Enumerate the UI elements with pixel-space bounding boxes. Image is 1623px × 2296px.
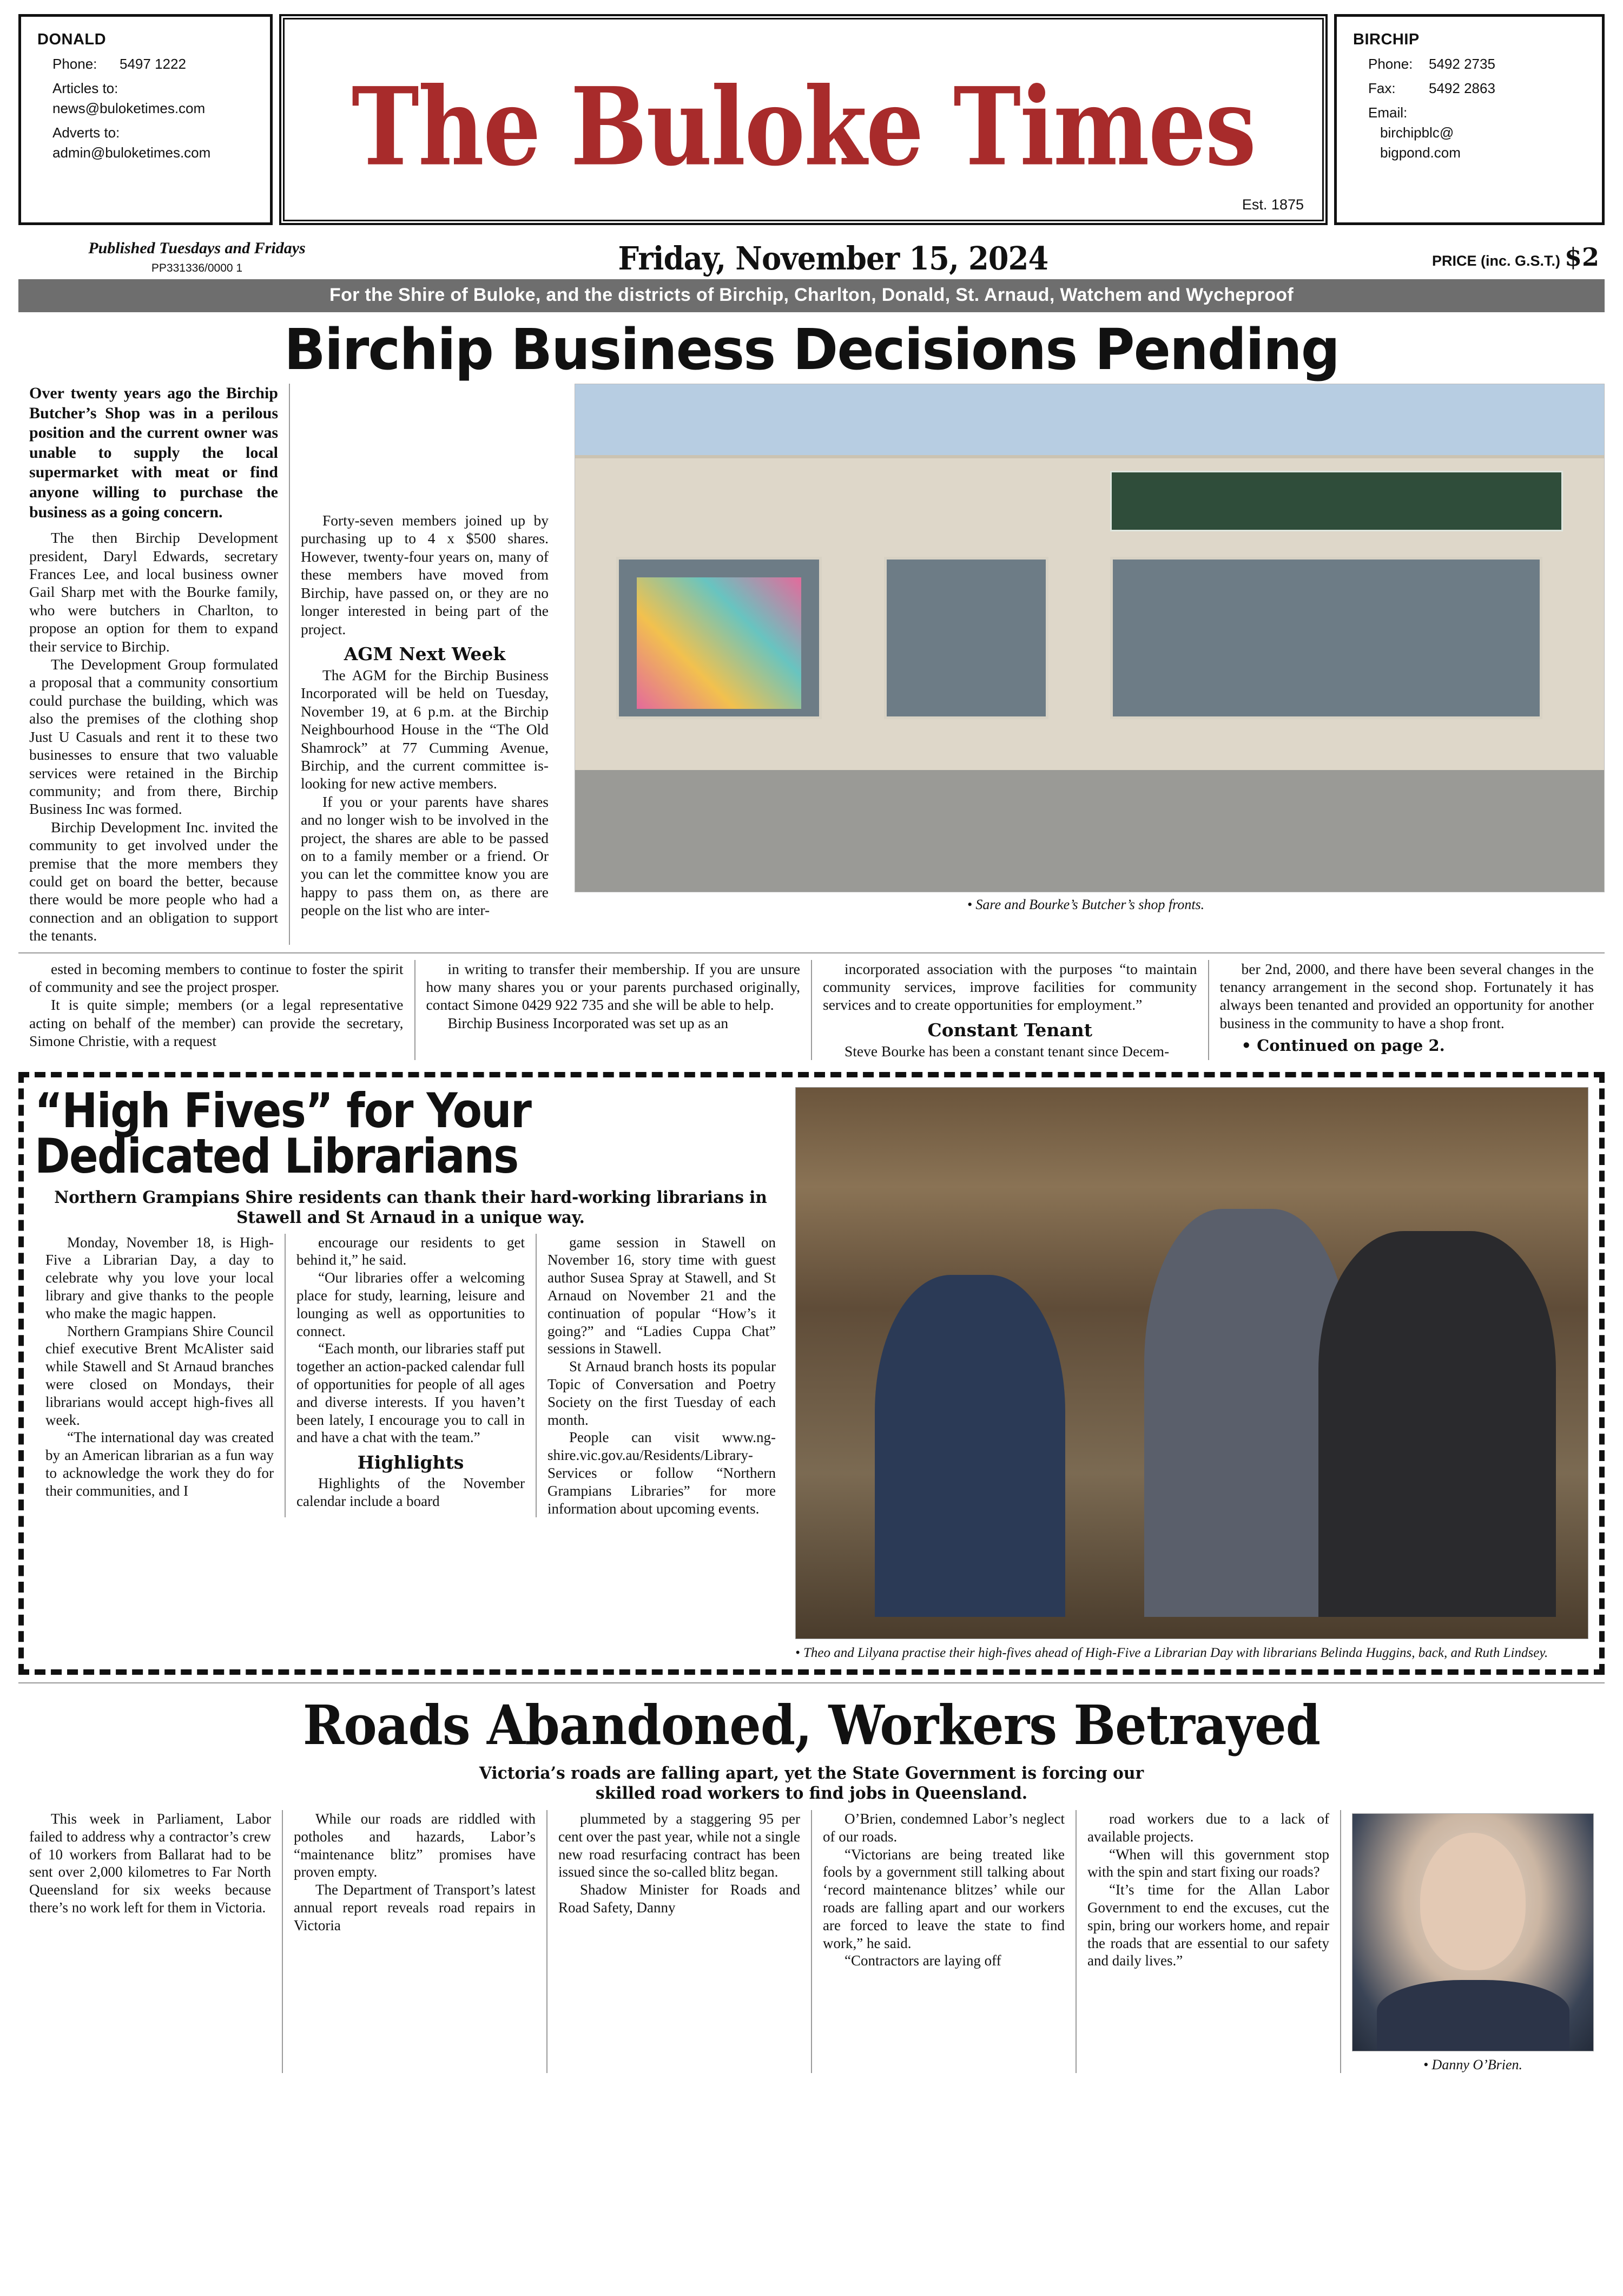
danny-obrien-photo	[1352, 1813, 1594, 2051]
donald-articles-label: Articles to:	[52, 80, 118, 97]
article3-column-1	[18, 1810, 282, 2073]
birchip-phone-row	[1353, 54, 1588, 74]
article1-b1-p1: ested in becoming members to continue to foster the spirit of community and see the project prosper.	[29, 960, 404, 995]
issue-date-block	[370, 240, 1296, 277]
article1-subhead-constant-tenant: Constant Tenant	[927, 1019, 1093, 1041]
article1-c2-p3: If you or your parents have shares and no longer wish to be involved in the project, the shares are able to be passed on to a family member or a friend. Or you can let the committee know you are happy to pass them on, as there are people on the list who are inter-	[301, 793, 549, 919]
article3-c1-p1: This week in Parliament, Labor failed to address why a contractor’s crew of 10 workers from Ballarat had to be sent over 2,000 kilometres to Far North Queensland for six weeks because there’s no work left for them in Victoria.	[29, 1810, 271, 1916]
article3-c4-p1: O’Brien, condemned Labor’s neglect of our roads.	[823, 1810, 1065, 1845]
birchip-email-label: Email:	[1368, 104, 1408, 121]
article3-c5-p2: “When will this government stop with the spin and start fixing our roads?	[1087, 1846, 1329, 1880]
price-block	[1296, 242, 1599, 277]
article1-continued-link[interactable]: • Continued on page 2.	[1241, 1036, 1445, 1055]
article2-column-2	[285, 1234, 536, 1518]
article2-column-3	[536, 1234, 787, 1518]
butchers-sign	[1110, 471, 1563, 532]
butcher-shop-photo	[575, 384, 1605, 892]
donald-articles-email[interactable]: news@buloketimes.com	[52, 100, 206, 116]
article2-c3-p1: game session in Stawell on November 16, story time with guest author Susea Spray at Stawell, and St Arnaud on November 21 and the continuation of popular “How’s it going?” and “Ladies Cuppa Chat” sessions in Stawell.	[547, 1234, 776, 1357]
child-figure-1	[875, 1275, 1065, 1616]
birchip-fax-label: Fax:	[1368, 80, 1396, 97]
article1-subhead-agm: AGM Next Week	[344, 643, 506, 665]
article1-b4-p1: ber 2nd, 2000, and there have been several changes in the tenancy arrangement in the second shop. Fortunately it has always been tenanted and provided an opportunity for another business in the community to have a shop front.	[1219, 960, 1594, 1031]
article1-b3-p2: Steve Bourke has been a constant tenant since Decem-	[845, 1042, 1170, 1060]
birchip-fax-row	[1353, 78, 1588, 98]
article1-top-columns	[18, 384, 559, 945]
librarian-figure-2	[1318, 1231, 1556, 1617]
issue-date: Friday, November 15, 2024	[618, 240, 1048, 277]
article3-c5-p3: “It’s time for the Allan Labor Government to end the excuses, cut the spin, bring our workers home, and repair the roads that are essential to our safety and daily lives.”	[1087, 1881, 1329, 1969]
article1-b-column-2	[414, 960, 812, 1061]
birchip-email-line2[interactable]: bigpond.com	[1380, 144, 1461, 161]
masthead-title-box	[279, 14, 1328, 225]
birchip-town-label: BIRCHIP	[1353, 31, 1420, 48]
shop-window-right	[1110, 557, 1542, 719]
article2-text-block	[35, 1083, 787, 1661]
article1-b-column-3	[811, 960, 1208, 1061]
article3-c4-p2: “Victorians are being treated like fools by a government still talking about ‘record maintenance blitzes’ while our roads are falling apart and our workers are forced to leave the state to find work,” he said.	[823, 1846, 1065, 1951]
article3-columns	[18, 1810, 1605, 2073]
article1-column-1	[18, 384, 289, 945]
article2-c2-p4: Highlights of the November calendar include a board	[296, 1475, 525, 1510]
article3-headline: Roads Abandoned, Workers Betrayed	[302, 1693, 1321, 1757]
shopfront-illustration	[575, 384, 1604, 892]
article2-c1-p1: Monday, November 18, is High-Five a Librarian Day, a day to celebrate why you love your local library and give thanks to the people who make the magic happen.	[45, 1234, 274, 1321]
portrait-suit	[1377, 1980, 1569, 2051]
article2-c1-p3: “The international day was created by an American librarian as a fun way to acknowledge the work they do for their communities, and I	[45, 1429, 274, 1499]
article2-c2-p3: “Each month, our libraries staff put together an action-packed calendar full of opportunities for people of all ages and diverse interests. If you haven’t been lately, I encourage you to call in and have a chat with the team.”	[296, 1340, 525, 1446]
price-value: $2	[1564, 242, 1599, 272]
donald-articles-row	[37, 78, 256, 119]
shop-window-mid	[884, 557, 1048, 719]
article3-photo-caption: • Danny O’Brien.	[1423, 2056, 1523, 2073]
article1-c1-p2: The Development Group formulated a proposal that a community consortium could purchase the building, which was also the premises of the clothing shop Just U Casuals and rent it to these two businesses to ensure that two valuable services were retained in the Birchip community; and from there, Birchip Business Inc was formed.	[29, 656, 278, 818]
article3-column-4	[811, 1810, 1076, 2073]
birchip-phone-label: Phone:	[1368, 56, 1413, 73]
article2-c3-p2: St Arnaud branch hosts its popular Topic of Conversation and Poetry Society on the first Tuesday of each month.	[547, 1358, 776, 1428]
donald-adverts-label: Adverts to:	[52, 124, 120, 141]
article3-column-2	[282, 1810, 546, 2073]
article3-lead: Victoria’s roads are falling apart, yet the State Government is forcing our skilled road workers to find jobs in Queensland.	[479, 1763, 1144, 1803]
page-title: The Buloke Times	[351, 63, 1256, 190]
article2-headline-line2: Dedicated Librarians	[35, 1128, 518, 1185]
donald-phone-row	[37, 54, 256, 74]
article2-c2-p1: encourage our residents to get behind it,” he said.	[296, 1234, 525, 1268]
article-roads-abandoned	[18, 1682, 1605, 2073]
article1-photo-block	[567, 384, 1605, 913]
article2-photo-caption: • Theo and Lilyana practise their high-fives ahead of High-Five a Librarian Day with librarians Belinda Huggins, back, and Ruth Lindsey.	[795, 1646, 1548, 1661]
publication-frequency: Published Tuesdays and Fridays	[88, 239, 306, 257]
article3-c3-p1: plummeted by a staggering 95 per cent over the past year, while not a single new road resurfacing contract has been issued since the so-called blitz began.	[558, 1810, 800, 1880]
article3-c3-p2: Shadow Minister for Roads and Road Safety, Danny	[558, 1881, 800, 1916]
publication-frequency-block	[24, 239, 370, 277]
donald-phone-value: 5497 1222	[120, 56, 186, 73]
article1-b3-p1: incorporated association with the purposes “to maintain community services, improve facilities for community services and to create opportunities for employment.”	[823, 960, 1197, 1014]
donald-adverts-row	[37, 123, 256, 163]
donald-phone-label: Phone:	[52, 56, 97, 73]
article1-b-column-4	[1208, 960, 1605, 1061]
article1-photo-caption: • Sare and Bourke’s Butcher’s shop fronts.	[967, 897, 1205, 913]
librarians-photo	[795, 1087, 1588, 1639]
coverage-banner: For the Shire of Buloke, and the districts of Birchip, Charlton, Donald, St. Arnaud, Watchem and Wycheproof	[18, 279, 1605, 312]
contact-box-birchip	[1334, 14, 1605, 225]
article1-c2-p2: The AGM for the Birchip Business Incorporated will be held on Tuesday, November 19, at 6 p.m. at the Birchip Neighbourhood House in the “The Old Shamrock” at 77 Cumming Avenue, Birchip, and the current committee is-looking for new active members.	[301, 667, 549, 792]
contact-box-donald	[18, 14, 273, 225]
article2-c2-p2: “Our libraries offer a welcoming place for study, learning, leisure and lounging as well as opportunities to connect.	[296, 1269, 525, 1339]
article2-photo-block	[795, 1087, 1588, 1661]
article-high-fives-librarians	[18, 1072, 1605, 1674]
article3-column-3	[546, 1810, 811, 2073]
donald-town-label: DONALD	[37, 31, 107, 48]
article1-b1-p2: It is quite simple; members (or a legal representative acting on behalf of the member) can provide the secretary, Simone Christie, with a request	[29, 996, 404, 1050]
article1-c1-p3: Birchip Development Inc. invited the community to get involved under the premise that the more members they could get on board the better, because there would be more people who had a connection and an obligation to support the tenants.	[29, 818, 278, 944]
footpath-region	[575, 770, 1604, 892]
article2-c3-p3: People can visit www.ng-shire.vic.gov.au/Residents/Library-Services or follow “Northern Grampians Libraries” for more information about upcoming events.	[547, 1429, 776, 1517]
portrait-head	[1420, 1833, 1526, 1970]
article2-c1-p2: Northern Grampians Shire Council chief executive Brent McAlister said while Stawell and St Arnaud branches were closed on Mondays, their librarians would accept high-fives all week.	[45, 1323, 274, 1428]
article2-headline-line1: “High Fives” for Your	[35, 1083, 531, 1139]
article1-b2-p2: Birchip Business Incorporated was set up as an	[447, 1014, 729, 1031]
mural-art	[637, 577, 801, 709]
donald-adverts-email[interactable]: admin@buloketimes.com	[52, 144, 211, 161]
birchip-email-line1[interactable]: birchipblc@	[1380, 124, 1454, 141]
birchip-fax-value: 5492 2863	[1429, 80, 1495, 97]
article1-lead: Over twenty years ago the Birchip Butcher’s Shop was in a perilous position and the current owner was unable to supply the local supermarket with meat or find anyone willing to purchase the business as a going concern.	[29, 384, 278, 521]
article3-photo-block	[1340, 1810, 1605, 2073]
birchip-phone-value: 5492 2735	[1429, 56, 1495, 73]
article3-c2-p1: While our roads are riddled with potholes and hazards, Labor’s “maintenance blitz” promises have proven empty.	[294, 1810, 536, 1880]
article1-c1-p1: The then Birchip Development president, Daryl Edwards, secretary Frances Lee, and local business owner Gail Sharp met with the Bourke family, who were butchers in Charlton, to propose an option for them to expand their service to Birchip.	[29, 529, 278, 655]
birchip-email-row	[1353, 103, 1588, 163]
article2-lead: Northern Grampians Shire residents can thank their hard-working librarians in Stawell and St Arnaud in a unique way.	[54, 1188, 767, 1228]
article1-c2-p1: Forty-seven members joined up by purchasing up to 4 x $500 shares. However, twenty-four years on, many of these members have moved from Birchip, have passed on, or they are no longer interested in being part of the project.	[301, 512, 549, 637]
pp-number: PP331336/0000 1	[151, 262, 243, 274]
article1-bottom-columns	[18, 952, 1605, 1061]
article1-headline: Birchip Business Decisions Pending	[283, 317, 1340, 383]
article1-b-column-1	[18, 960, 414, 1061]
date-strip	[18, 225, 1605, 277]
article1-column-2	[289, 384, 559, 945]
article3-c5-p1: road workers due to a lack of available projects.	[1087, 1810, 1329, 1845]
established-label: Est. 1875	[1242, 196, 1304, 213]
article3-column-5	[1076, 1810, 1340, 2073]
article-birchip-business	[18, 317, 1605, 1060]
price-label: PRICE (inc. G.S.T.)	[1431, 253, 1560, 269]
article3-c4-p3: “Contractors are laying off	[845, 1952, 1001, 1969]
article1-b2-p1: in writing to transfer their membership. If you are unsure how many shares you or your parents purchased originally, contact Simone 0429 922 735 and she will be able to help.	[426, 960, 800, 1014]
article2-subhead-highlights: Highlights	[357, 1452, 464, 1473]
article3-c2-p2: The Department of Transport’s latest annual report reveals road repairs in Victoria	[294, 1881, 536, 1933]
article2-column-1	[35, 1234, 285, 1518]
masthead	[18, 14, 1605, 225]
